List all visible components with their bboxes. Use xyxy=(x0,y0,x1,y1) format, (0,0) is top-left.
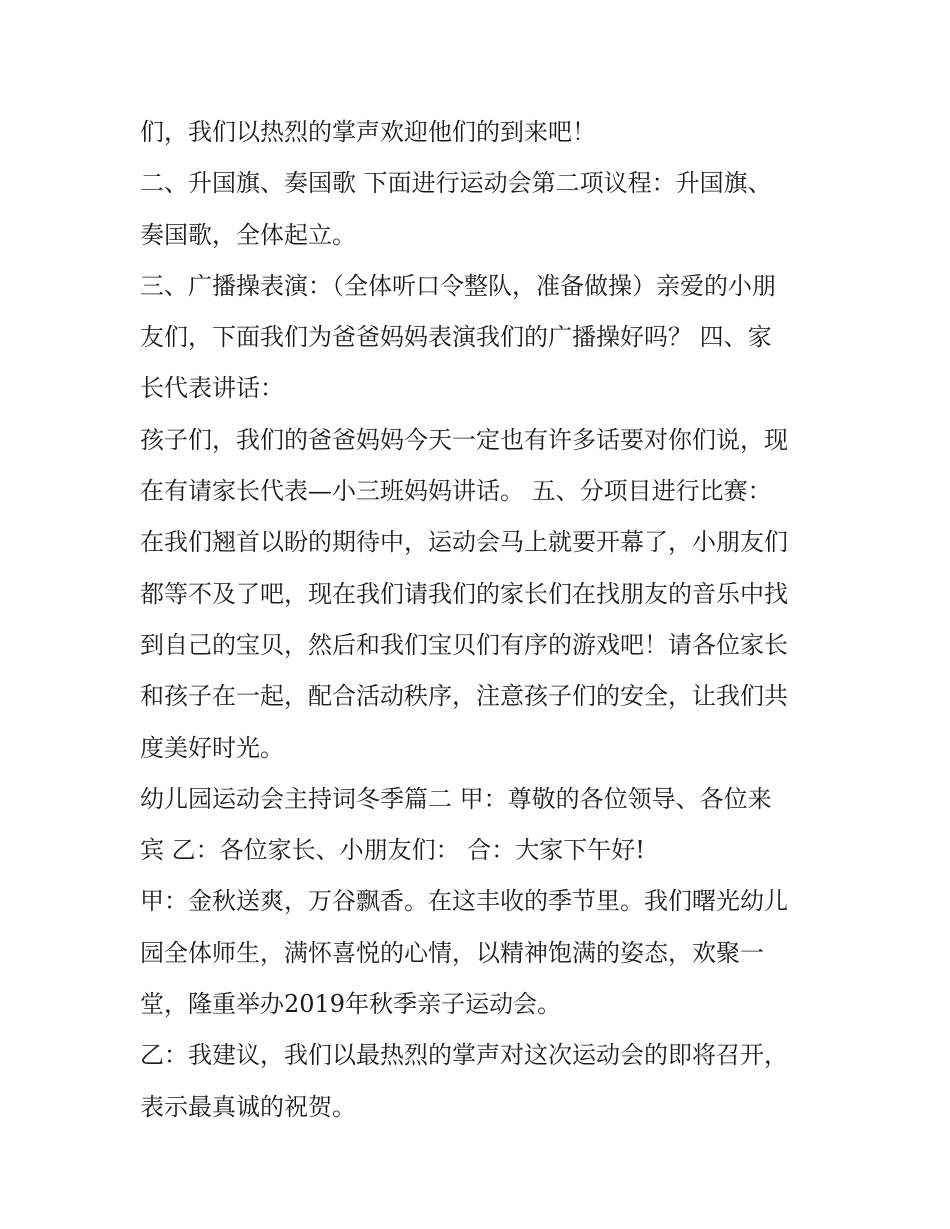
text-line: 们，我们以热烈的掌声欢迎他们的到来吧！ xyxy=(140,118,596,146)
document-body xyxy=(140,107,830,1133)
text-line: 乙：我建议，我们以最热烈的掌声对这次运动会的即将召开， xyxy=(140,1041,788,1070)
text-line: 二、升国旗、奏国歌 下面进行运动会第二项议程：升国旗、 xyxy=(140,169,772,198)
text-line: 在我们翘首以盼的期待中，运动会马上就要开幕了，小朋友们 xyxy=(140,528,788,557)
text-line: 奏国歌，全体起立。 xyxy=(140,220,356,249)
text-line: 长代表讲话： xyxy=(140,374,284,403)
text-line: 友们，下面我们为爸爸妈妈表演我们的广播操好吗？ 四、家 xyxy=(140,323,772,352)
text-line: 都等不及了吧，现在我们请我们的家长们在找朋友的音乐中找 xyxy=(140,579,788,608)
text-line: 三、广播操表演：（全体听口令整队，准备做操）亲爱的小朋 xyxy=(140,271,776,300)
text-line: 在有请家长代表—小三班妈妈讲话。 五、分项目进行比赛： xyxy=(140,477,772,506)
text-line: 和孩子在一起，配合活动秩序，注意孩子们的安全，让我们共 xyxy=(140,682,788,711)
text-line: 度美好时光。 xyxy=(140,733,284,762)
text-line: 幼儿园运动会主持词冬季篇二 甲：尊敬的各位领导、各位来 xyxy=(140,784,772,813)
text-line: 孩子们，我们的爸爸妈妈今天一定也有许多话要对你们说，现 xyxy=(140,425,788,454)
text-line: 园全体师生，满怀喜悦的心情，以精神饱满的姿态，欢聚一 xyxy=(140,938,764,967)
text-line: 甲：金秋送爽，万谷飘香。在这丰收的季节里。我们曙光幼儿 xyxy=(140,887,788,916)
text-line: 到自己的宝贝，然后和我们宝贝们有序的游戏吧！请各位家长 xyxy=(140,630,788,659)
text-line: 宾 乙：各位家长、小朋友们： 合：大家下午好! xyxy=(140,836,645,865)
text-line: 堂，隆重举办2019年秋季亲子运动会。 xyxy=(140,990,562,1019)
text-line: 表示最真诚的祝贺。 xyxy=(140,1092,356,1121)
